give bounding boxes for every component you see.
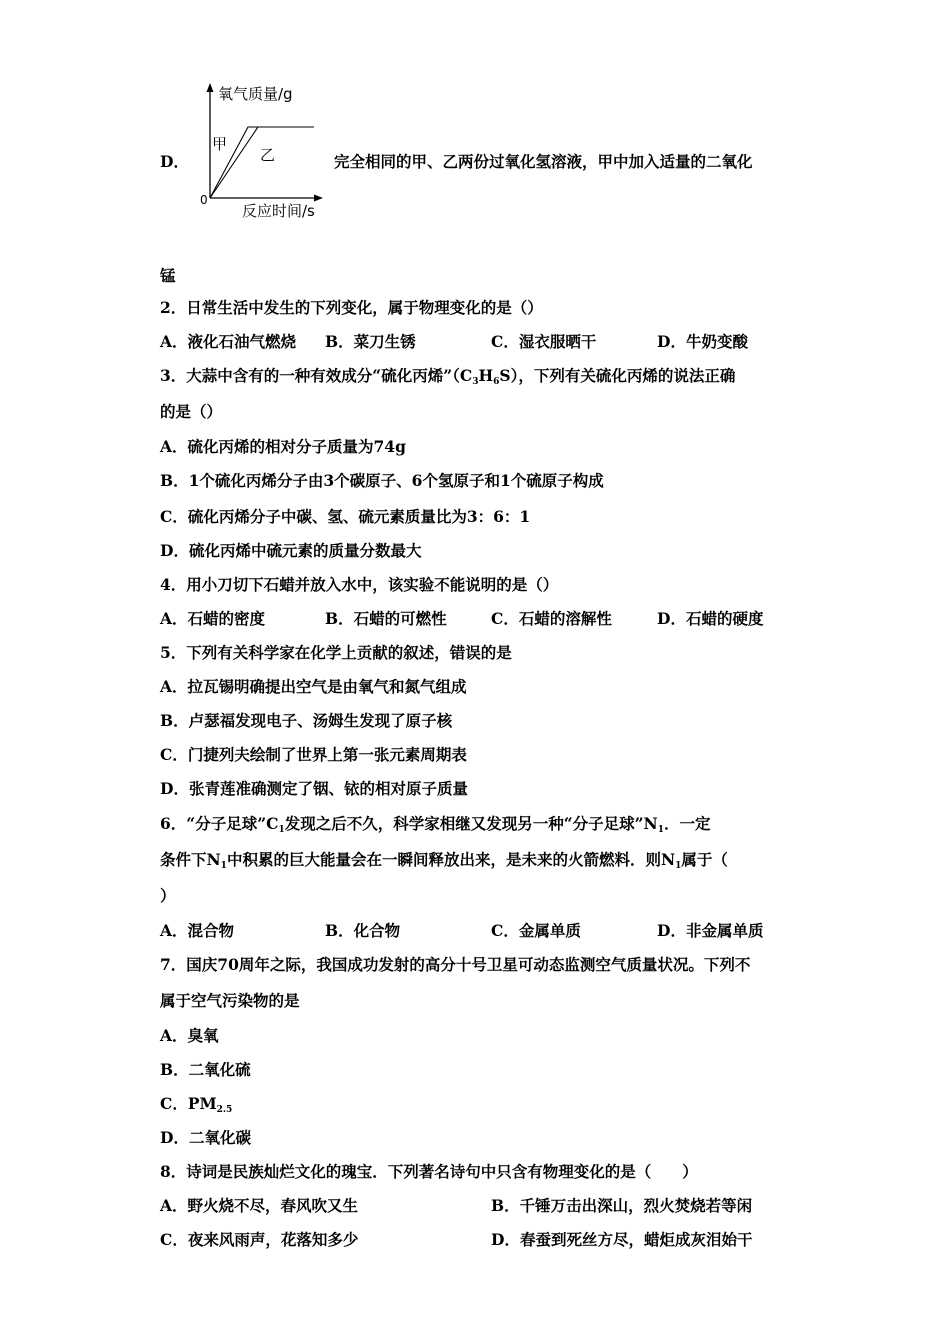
q3-option-b: B．1个硫化丙烯分子由3个碳原子、6个氢原子和1个硫原子构成: [160, 471, 604, 490]
q8-option-c: C．夜来风雨声，花落知多少: [160, 1230, 359, 1249]
q6-stem: 6．“分子足球$”C_1$发现之后不久，科学家相继又发现另一种“分子足球$”N_1$．一定: [160, 814, 711, 835]
q4-option-d: D．石蜡的硬度: [657, 609, 764, 628]
q7-stem: 7．国庆70周年之际，我国成功发射的高分十号卫星可动态监测空气质量状况。下列不: [160, 955, 751, 974]
q2-option-a: A．液化石油气燃烧: [160, 332, 297, 351]
q2-option-c: C．湿衣服晒干: [491, 332, 597, 351]
graph-x-label: 反应时间/s: [242, 202, 315, 220]
q3-option-a: A．硫化丙烯的相对分子质量为74g: [160, 437, 406, 456]
q7-option-b: B．二氧化硫: [160, 1060, 251, 1079]
graph-x-arrow: [314, 195, 323, 202]
q4-option-b: B．石蜡的可燃性: [325, 609, 447, 628]
q5-option-b: B．卢瑟福发现电子、汤姆生发现了原子核: [160, 711, 453, 730]
q6-option-c: C．金属单质: [491, 921, 581, 940]
q7-stem-cont: 属于空气污染物的是: [160, 991, 300, 1010]
q6-option-b: B．化合物: [325, 921, 401, 940]
q4-option-a: A．石蜡的密度: [160, 609, 266, 628]
q8-option-d: D．春蚕到死丝方尽，蜡炬成灰泪始干: [491, 1230, 753, 1249]
graph-origin-label: 0: [200, 193, 208, 207]
q4-option-c: C．石蜡的溶解性: [491, 609, 612, 628]
q3-option-d: D．硫化丙烯中硫元素的质量分数最大: [160, 541, 422, 560]
q5-option-c: C．门捷列夫绘制了世界上第一张元素周期表: [160, 745, 467, 764]
q8-option-a: A．野火烧不尽，春风吹又生: [160, 1196, 359, 1215]
q6-stem-cont: 条件下$N_1$中积累的巨大能量会在一瞬间释放出来，是未来的火箭燃料．则$N_1$属于（: [160, 850, 728, 871]
q7-option-d: D．二氧化碳: [160, 1128, 251, 1147]
graph-series-yi-label: 乙: [260, 146, 276, 164]
q6-option-a: A．混合物: [160, 921, 235, 940]
q7-option-c: C．$PM_{2.5}$: [160, 1094, 233, 1115]
oxygen-mass-graph: [196, 80, 336, 220]
q5-stem: 5．下列有关科学家在化学上贡献的叙述，错误的是: [160, 643, 512, 662]
q2-stem: 2．日常生活中发生的下列变化，属于物理变化的是（）: [160, 298, 543, 317]
q6-stem-end: ）: [160, 886, 176, 905]
q2-option-b: B．菜刀生锈: [325, 332, 416, 351]
q3-stem: 3．大蒜中含有的一种有效成分“硫化丙烯$”(C_3H_6S)$，下列有关硫化丙烯的说法正确: [160, 366, 736, 387]
q1-option-d-text: 完全相同的甲、乙两份过氧化氢溶液，甲中加入适量的二氧化: [334, 152, 753, 171]
q3-stem-cont: 的是（）: [160, 402, 223, 421]
graph-y-label: 氧气质量/g: [218, 85, 293, 103]
graph-y-arrow: [207, 83, 214, 92]
graph-series-jia-label: 甲: [212, 135, 228, 153]
q4-stem: 4．用小刀切下石蜡并放入水中，该实验不能说明的是（）: [160, 575, 559, 594]
q8-option-b: B．千锤万击出深山，烈火焚烧若等闲: [491, 1196, 753, 1215]
q5-option-d: D．张青莲准确测定了铟、铱的相对原子质量: [160, 779, 468, 798]
q7-option-a: A．臭氧: [160, 1026, 219, 1045]
q6-option-d: D．非金属单质: [657, 921, 764, 940]
q8-stem: 8．诗词是民族灿烂文化的瑰宝．下列著名诗句中只含有物理变化的是（ ）: [160, 1162, 698, 1181]
q2-option-d: D．牛奶变酸: [657, 332, 748, 351]
q3-option-c: C．硫化丙烯分子中碳、氢、硫元素质量比为3：6：1: [160, 507, 531, 526]
q5-option-a: A．拉瓦锡明确提出空气是由氧气和氮气组成: [160, 677, 467, 696]
q1-option-d-label: D．: [160, 152, 189, 171]
q1-option-d-text-cont: 锰: [160, 266, 176, 285]
